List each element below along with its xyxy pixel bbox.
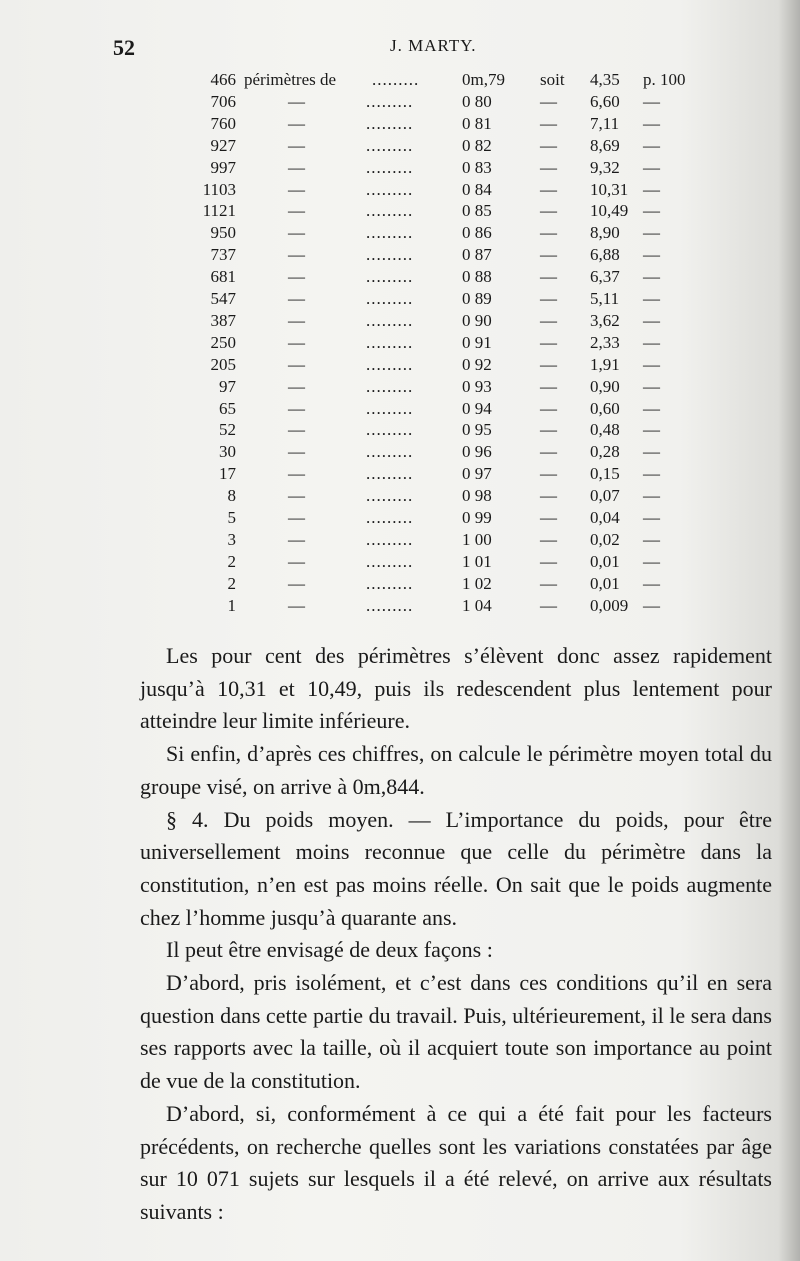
row-soit: — xyxy=(540,398,557,418)
row-percent: 10,49 xyxy=(590,201,629,221)
row-soit: — xyxy=(540,508,557,527)
ditto-dash: — xyxy=(288,91,305,111)
row-unit: — xyxy=(643,91,660,111)
leader-dots: ......... xyxy=(366,91,414,111)
row-unit: — xyxy=(643,289,660,308)
ditto-dash: — xyxy=(288,201,305,221)
row-value: 0m,79 xyxy=(462,70,505,89)
row-count: 547 xyxy=(210,289,236,308)
ditto-dash: — xyxy=(288,508,305,527)
row-value: 0 96 xyxy=(462,442,492,462)
row-count: 30 xyxy=(219,442,236,462)
row-count: 2 xyxy=(227,551,236,571)
ditto-dash: — xyxy=(288,376,305,396)
row-percent: 5,11 xyxy=(590,289,620,308)
row-count: 1103 xyxy=(202,179,236,199)
table-row xyxy=(0,201,800,223)
ditto-dash: — xyxy=(288,289,305,308)
leader-dots: ......... xyxy=(366,245,414,265)
row-unit: — xyxy=(643,135,660,155)
paragraph: § 4. Du poids moyen. — L’importance du poids, pour être universellement moins reconnue que celle du périmètre dans la constitution, n’en est pas moins réelle. On sait que le poids augmente chez l’homme jusqu’à quarante ans. xyxy=(140,806,772,930)
row-unit: — xyxy=(643,551,660,571)
row-percent: 0,01 xyxy=(590,573,620,593)
leader-dots: ......... xyxy=(366,420,414,440)
row-value: 0 81 xyxy=(462,113,492,133)
row-percent: 9,32 xyxy=(590,157,620,177)
row-soit: — xyxy=(540,464,557,484)
table-row xyxy=(0,552,800,574)
row-unit: p. 100 xyxy=(643,70,686,89)
row-value: 1 01 xyxy=(462,551,492,571)
row-percent: 8,90 xyxy=(590,223,620,243)
table-row xyxy=(0,267,800,289)
row-unit: — xyxy=(643,573,660,593)
leader-dots: ......... xyxy=(366,135,414,155)
row-percent: 0,04 xyxy=(590,508,620,527)
row-value: 0 89 xyxy=(462,289,492,308)
table-row xyxy=(0,223,800,245)
table-row xyxy=(0,92,800,114)
row-soit: soit xyxy=(540,70,565,89)
ditto-dash: — xyxy=(288,442,305,462)
row-soit: — xyxy=(540,442,557,462)
table-row xyxy=(0,464,800,486)
ditto-dash: — xyxy=(288,354,305,374)
ditto-dash: — xyxy=(288,595,305,615)
row-soit: — xyxy=(540,529,557,549)
table-row xyxy=(0,136,800,158)
ditto-dash: — xyxy=(288,223,305,243)
row-unit: — xyxy=(643,179,660,199)
paragraph: Il peut être envisagé de deux façons : xyxy=(166,937,493,963)
row-unit: — xyxy=(643,529,660,549)
row-percent: 4,35 xyxy=(590,70,620,89)
row-count: 65 xyxy=(219,398,236,418)
table-row xyxy=(0,70,800,92)
ditto-dash: — xyxy=(288,420,305,440)
body-text xyxy=(140,640,772,1229)
running-head: J. MARTY. xyxy=(390,36,477,55)
leader-dots: ......... xyxy=(366,508,414,527)
row-count: 3 xyxy=(227,529,236,549)
row-value: 0 91 xyxy=(462,332,492,352)
leader-dots: ......... xyxy=(366,529,414,549)
row-count: 997 xyxy=(210,157,236,177)
row-soit: — xyxy=(540,486,557,506)
table-row xyxy=(0,180,800,202)
row-unit: — xyxy=(643,157,660,177)
ditto-dash: — xyxy=(288,310,305,330)
row-count: 1 xyxy=(227,595,236,615)
leader-dots: ......... xyxy=(366,486,414,506)
row-count: 466 xyxy=(210,70,236,89)
row-percent: 7,11 xyxy=(590,113,620,133)
row-count: 387 xyxy=(210,310,236,330)
row-value: 0 93 xyxy=(462,376,492,396)
row-value: 1 02 xyxy=(462,573,492,593)
row-unit: — xyxy=(643,354,660,374)
table-row xyxy=(0,311,800,333)
row-count: 52 xyxy=(219,420,236,440)
table-row xyxy=(0,420,800,442)
table-row xyxy=(0,442,800,464)
row-value: 1 04 xyxy=(462,595,492,615)
row-count: 17 xyxy=(219,464,236,484)
paragraph: Si enfin, d’après ces chiffres, on calcule le périmètre moyen total du groupe visé, on arrive à 0m,844. xyxy=(140,741,772,799)
row-value: 0 95 xyxy=(462,420,492,440)
leader-dots: ......... xyxy=(366,442,414,462)
row-unit: — xyxy=(643,508,660,527)
table-row xyxy=(0,574,800,596)
ditto-dash: — xyxy=(288,464,305,484)
row-count: 250 xyxy=(210,332,236,352)
row-percent: 0,28 xyxy=(590,442,620,462)
row-value: 0 97 xyxy=(462,464,492,484)
row-percent: 6,88 xyxy=(590,245,620,265)
row-percent: 0,60 xyxy=(590,398,620,418)
row-value: 0 92 xyxy=(462,354,492,374)
row-soit: — xyxy=(540,551,557,571)
row-unit: — xyxy=(643,223,660,243)
row-count: 5 xyxy=(227,508,236,527)
row-soit: — xyxy=(540,289,557,308)
table-row xyxy=(0,245,800,267)
leader-dots: ......... xyxy=(366,113,414,133)
row-soit: — xyxy=(540,135,557,155)
ditto-dash: — xyxy=(288,486,305,506)
table-row xyxy=(0,333,800,355)
ditto-dash: — xyxy=(288,267,305,287)
row-value: 0 99 xyxy=(462,508,492,527)
ditto-dash: — xyxy=(288,245,305,265)
ditto-dash: — xyxy=(288,551,305,571)
row-unit: — xyxy=(643,595,660,615)
row-percent: 0,02 xyxy=(590,529,620,549)
row-value: 0 88 xyxy=(462,267,492,287)
row-soit: — xyxy=(540,245,557,265)
row-percent: 0,07 xyxy=(590,486,620,506)
row-value: 0 83 xyxy=(462,157,492,177)
row-count: 2 xyxy=(227,573,236,593)
row-value: 0 90 xyxy=(462,310,492,330)
row-soit: — xyxy=(540,113,557,133)
ditto-dash: — xyxy=(288,135,305,155)
row-count: 760 xyxy=(210,113,236,133)
row-percent: 6,60 xyxy=(590,91,620,111)
table-row xyxy=(0,355,800,377)
row-unit: — xyxy=(643,398,660,418)
row-soit: — xyxy=(540,223,557,243)
row-value: 0 94 xyxy=(462,398,492,418)
leader-dots: ......... xyxy=(366,310,414,330)
leader-dots: ......... xyxy=(366,376,414,396)
row-unit: — xyxy=(643,310,660,330)
row-count: 927 xyxy=(210,135,236,155)
row-value: 1 00 xyxy=(462,529,492,549)
paragraph: Les pour cent des périmètres s’élèvent donc assez rapidement jusqu’à 10,31 et 10,49, puis ils redescendent plus lentement pour atteindre leur limite inférieure. xyxy=(140,643,772,734)
row-value: 0 98 xyxy=(462,486,492,506)
row-unit: — xyxy=(643,376,660,396)
table-row xyxy=(0,158,800,180)
row-count: 205 xyxy=(210,354,236,374)
row-unit: — xyxy=(643,464,660,484)
row-soit: — xyxy=(540,201,557,221)
row-unit: — xyxy=(643,113,660,133)
row-value: 0 87 xyxy=(462,245,492,265)
leader-dots: ......... xyxy=(372,70,420,89)
row-percent: 0,15 xyxy=(590,464,620,484)
leader-dots: ......... xyxy=(366,332,414,352)
row-soit: — xyxy=(540,157,557,177)
row-percent: 10,31 xyxy=(590,179,629,199)
row-unit: — xyxy=(643,267,660,287)
table-row xyxy=(0,114,800,136)
row-count: 97 xyxy=(219,376,236,396)
leader-dots: ......... xyxy=(366,267,414,287)
row-count: 1121 xyxy=(202,201,236,221)
table-row xyxy=(0,399,800,421)
row-count: 950 xyxy=(210,223,236,243)
paragraph: D’abord, pris isolément, et c’est dans ces conditions qu’il en sera question dans cette partie du travail. Puis, ultérieurement, il le sera dans ses rapports avec la taille, où il acquiert toute son importance au point de vue de la constitution. xyxy=(140,970,772,1094)
row-soit: — xyxy=(540,354,557,374)
row-unit: — xyxy=(643,332,660,352)
leader-dots: ......... xyxy=(366,201,414,221)
leader-dots: ......... xyxy=(366,573,414,593)
ditto-dash: — xyxy=(288,398,305,418)
table-row xyxy=(0,377,800,399)
row-value: 0 84 xyxy=(462,179,492,199)
leader-dots: ......... xyxy=(366,551,414,571)
row-percent: 0,009 xyxy=(590,595,629,615)
row-percent: 3,62 xyxy=(590,310,620,330)
table-row xyxy=(0,508,800,530)
row-value: 0 80 xyxy=(462,91,492,111)
row-unit: — xyxy=(643,245,660,265)
leader-dots: ......... xyxy=(366,179,414,199)
row-soit: — xyxy=(540,267,557,287)
ditto-dash: — xyxy=(288,529,305,549)
ditto-dash: — xyxy=(288,332,305,352)
row-soit: — xyxy=(540,179,557,199)
row-count: 706 xyxy=(210,91,236,111)
row-value: 0 85 xyxy=(462,201,492,221)
row-unit: — xyxy=(643,486,660,506)
table-row xyxy=(0,289,800,311)
row-soit: — xyxy=(540,573,557,593)
ditto-dash: — xyxy=(288,113,305,133)
table-row xyxy=(0,486,800,508)
row-count: 737 xyxy=(210,245,236,265)
row-count: 8 xyxy=(227,486,236,506)
ditto-dash: — xyxy=(288,179,305,199)
row-percent: 0,90 xyxy=(590,376,620,396)
row-percent: 8,69 xyxy=(590,135,620,155)
ditto-dash: — xyxy=(288,157,305,177)
row-value: 0 82 xyxy=(462,135,492,155)
row-unit: — xyxy=(643,442,660,462)
row-soit: — xyxy=(540,332,557,352)
leader-dots: ......... xyxy=(366,157,414,177)
leader-dots: ......... xyxy=(366,464,414,484)
ditto-dash: — xyxy=(288,573,305,593)
leader-dots: ......... xyxy=(366,289,414,308)
row-percent: 0,01 xyxy=(590,551,620,571)
row-percent: 2,33 xyxy=(590,332,620,352)
row-label: périmètres de xyxy=(244,70,337,89)
leader-dots: ......... xyxy=(366,223,414,243)
row-percent: 6,37 xyxy=(590,267,620,287)
paragraph: D’abord, si, conformément à ce qui a été fait pour les facteurs précédents, on recherche quelles sont les variations constatées par âge sur 10 071 sujets sur lesquels il a été relevé, on arrive aux résultats suivants : xyxy=(140,1100,772,1224)
row-soit: — xyxy=(540,376,557,396)
row-soit: — xyxy=(540,91,557,111)
table-row xyxy=(0,530,800,552)
row-percent: 0,48 xyxy=(590,420,620,440)
row-soit: — xyxy=(540,420,557,440)
leader-dots: ......... xyxy=(366,398,414,418)
table-row xyxy=(0,596,800,618)
row-soit: — xyxy=(540,310,557,330)
page-number: 52 xyxy=(113,35,135,60)
row-value: 0 86 xyxy=(462,223,492,243)
row-unit: — xyxy=(643,420,660,440)
row-unit: — xyxy=(643,201,660,221)
leader-dots: ......... xyxy=(366,354,414,374)
row-soit: — xyxy=(540,595,557,615)
row-percent: 1,91 xyxy=(590,354,620,374)
leader-dots: ......... xyxy=(366,595,414,615)
row-count: 681 xyxy=(210,267,236,287)
